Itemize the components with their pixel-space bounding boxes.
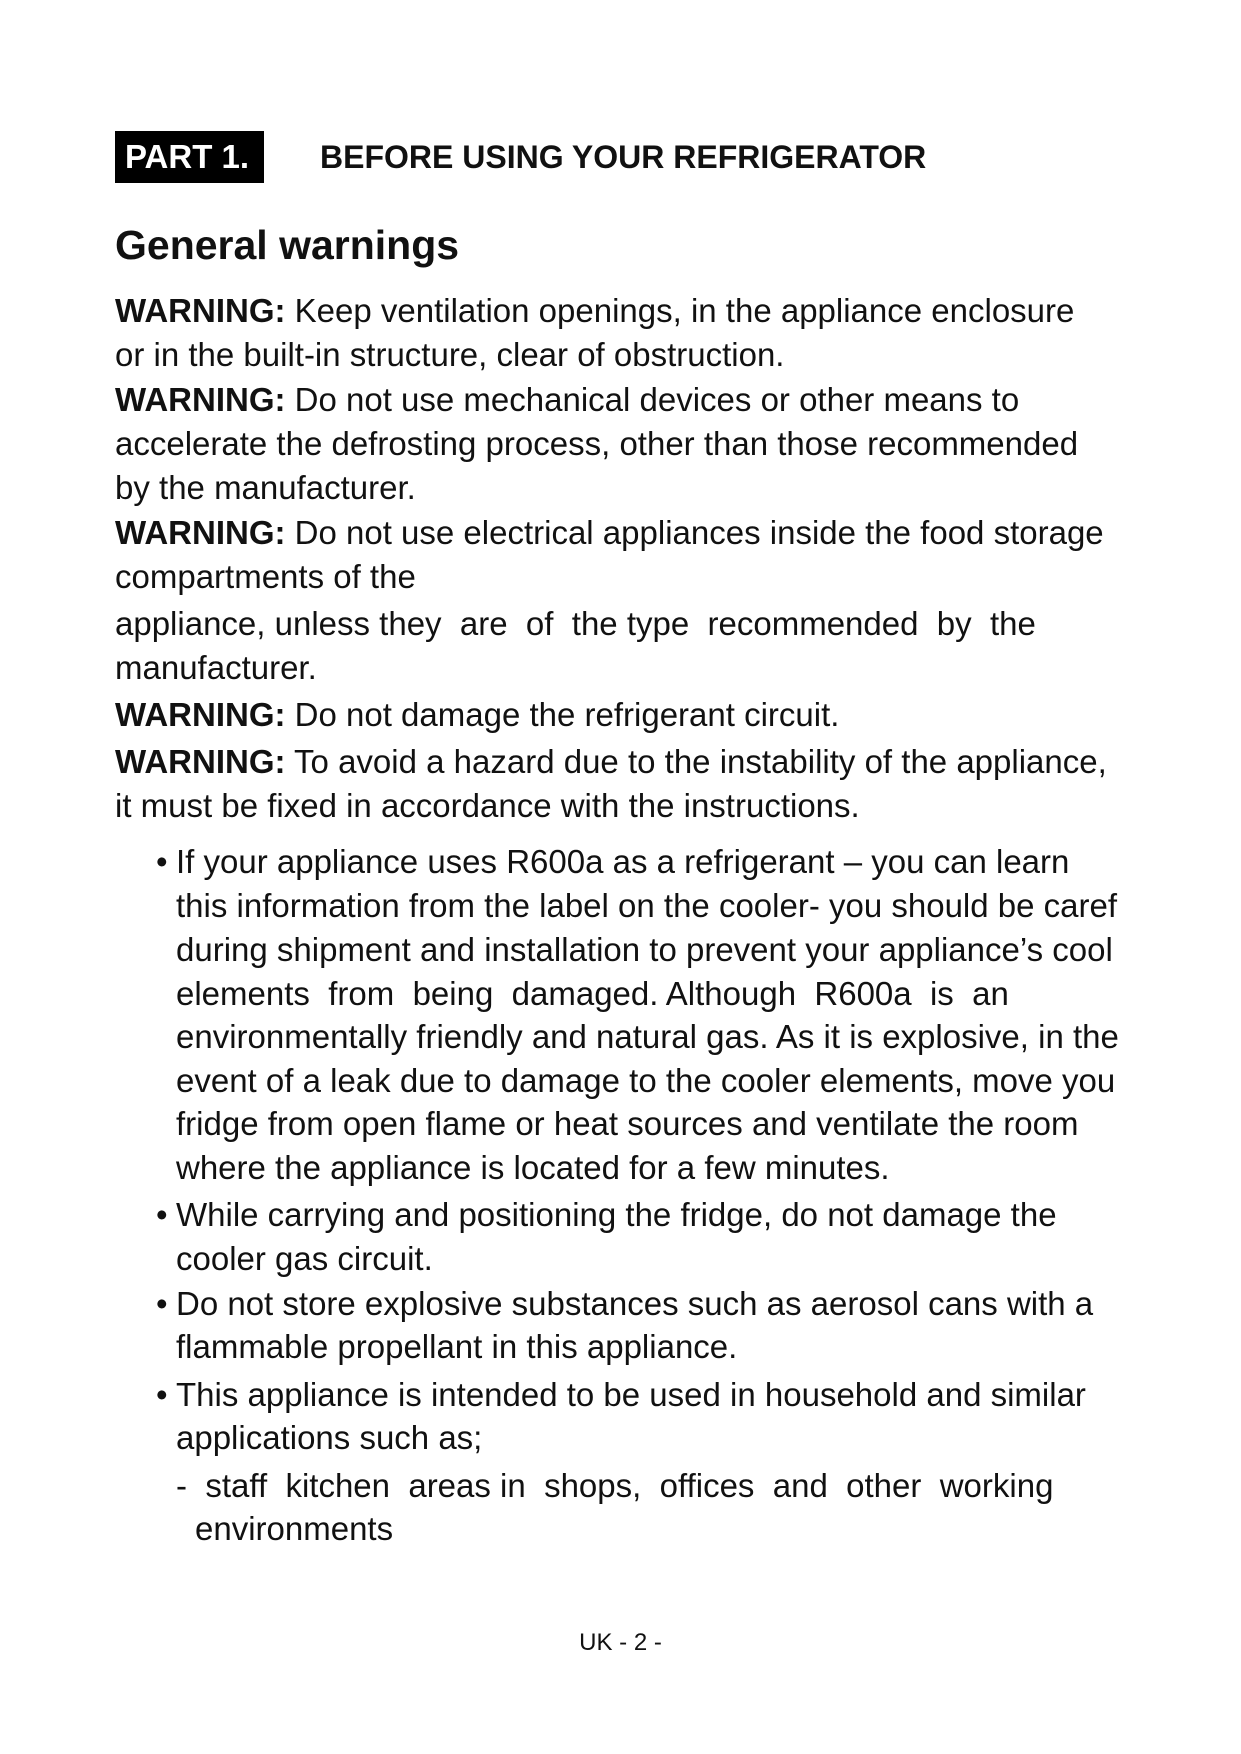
- warning-text: Do not use electrical appliances inside the food storage: [285, 514, 1104, 551]
- warning-3-line-1: [115, 511, 1104, 555]
- warning-text: Do not use mechanical devices or other means to: [285, 381, 1020, 418]
- warning-5-line-1: [115, 740, 1107, 784]
- warning-label: WARNING:: [115, 514, 286, 551]
- bullet-1-line-7: fridge from open flame or heat sources and ventilate the room: [176, 1105, 1079, 1142]
- part-badge: PART 1.: [115, 131, 264, 183]
- bullet-4-line-1: [156, 1373, 1086, 1417]
- bullet-text: If your appliance uses R600a as a refrigerant – you can learn: [176, 843, 1070, 880]
- sub-item-text: staff kitchen areas in shops, offices and other working: [205, 1467, 1054, 1504]
- bullet-1-line-2: this information from the label on the cooler- you should be caref: [176, 887, 1118, 924]
- bullet-text: This appliance is intended to be used in household and similar: [176, 1376, 1086, 1413]
- warning-label: WARNING:: [115, 696, 286, 733]
- warning-3-line-4: manufacturer.: [115, 649, 317, 686]
- part-header: [115, 131, 926, 183]
- sub-item-1-line-2: environments: [195, 1510, 394, 1547]
- warning-text: Keep ventilation openings, in the appliance enclosure: [285, 292, 1075, 329]
- warning-3-line-2: compartments of the: [115, 558, 416, 595]
- bullet-1-line-1: [156, 840, 1069, 884]
- bullet-1-line-4: elements from being damaged. Although R600a is an: [176, 975, 1009, 1012]
- bullet-dot: •: [156, 1285, 168, 1322]
- bullet-text: Do not store explosive substances such as aerosol cans with a: [176, 1285, 1094, 1322]
- sub-item-1-line-1: [176, 1464, 1053, 1508]
- warning-3-line-3: appliance, unless they are of the type recommended by the: [115, 605, 1036, 642]
- section-title: General warnings: [115, 222, 460, 268]
- bullet-1-line-3: during shipment and installation to prevent your appliance’s cool: [176, 931, 1113, 968]
- bullet-2-line-1: [156, 1193, 1057, 1237]
- bullet-2-line-2: cooler gas circuit.: [176, 1240, 433, 1277]
- warning-label: WARNING:: [115, 292, 286, 329]
- warning-2-line-1: [115, 378, 1019, 422]
- bullet-dot: •: [156, 843, 168, 880]
- bullet-text: While carrying and positioning the fridge, do not damage the: [176, 1196, 1057, 1233]
- warning-5-line-2: it must be fixed in accordance with the instructions.: [115, 787, 860, 824]
- warning-2-line-3: by the manufacturer.: [115, 469, 416, 506]
- page-number: UK - 2 -: [579, 1629, 662, 1656]
- warning-1-line-1: [115, 289, 1074, 333]
- warning-text: To avoid a hazard due to the instability of the appliance,: [285, 743, 1107, 780]
- warning-text: Do not damage the refrigerant circuit.: [285, 696, 840, 733]
- bullet-3-line-2: flammable propellant in this appliance.: [176, 1328, 738, 1365]
- warning-1-line-2: or in the built-in structure, clear of obstruction.: [115, 336, 785, 373]
- bullet-dot: •: [156, 1376, 168, 1413]
- bullet-1-line-5: environmentally friendly and natural gas. As it is explosive, in the: [176, 1018, 1119, 1055]
- warning-4-line-1: [115, 693, 839, 737]
- sub-item-dash: -: [176, 1467, 187, 1504]
- bullet-4-line-2: applications such as;: [176, 1419, 483, 1456]
- part-title: BEFORE USING YOUR REFRIGERATOR: [320, 138, 927, 175]
- warning-label: WARNING:: [115, 381, 286, 418]
- bullet-1-line-8: where the appliance is located for a few minutes.: [176, 1149, 890, 1186]
- bullet-dot: •: [156, 1196, 168, 1233]
- bullet-3-line-1: [156, 1282, 1093, 1326]
- warning-label: WARNING:: [115, 743, 286, 780]
- bullet-1-line-6: event of a leak due to damage to the cooler elements, move you: [176, 1062, 1116, 1099]
- warning-2-line-2: accelerate the defrosting process, other than those recommended: [115, 425, 1079, 462]
